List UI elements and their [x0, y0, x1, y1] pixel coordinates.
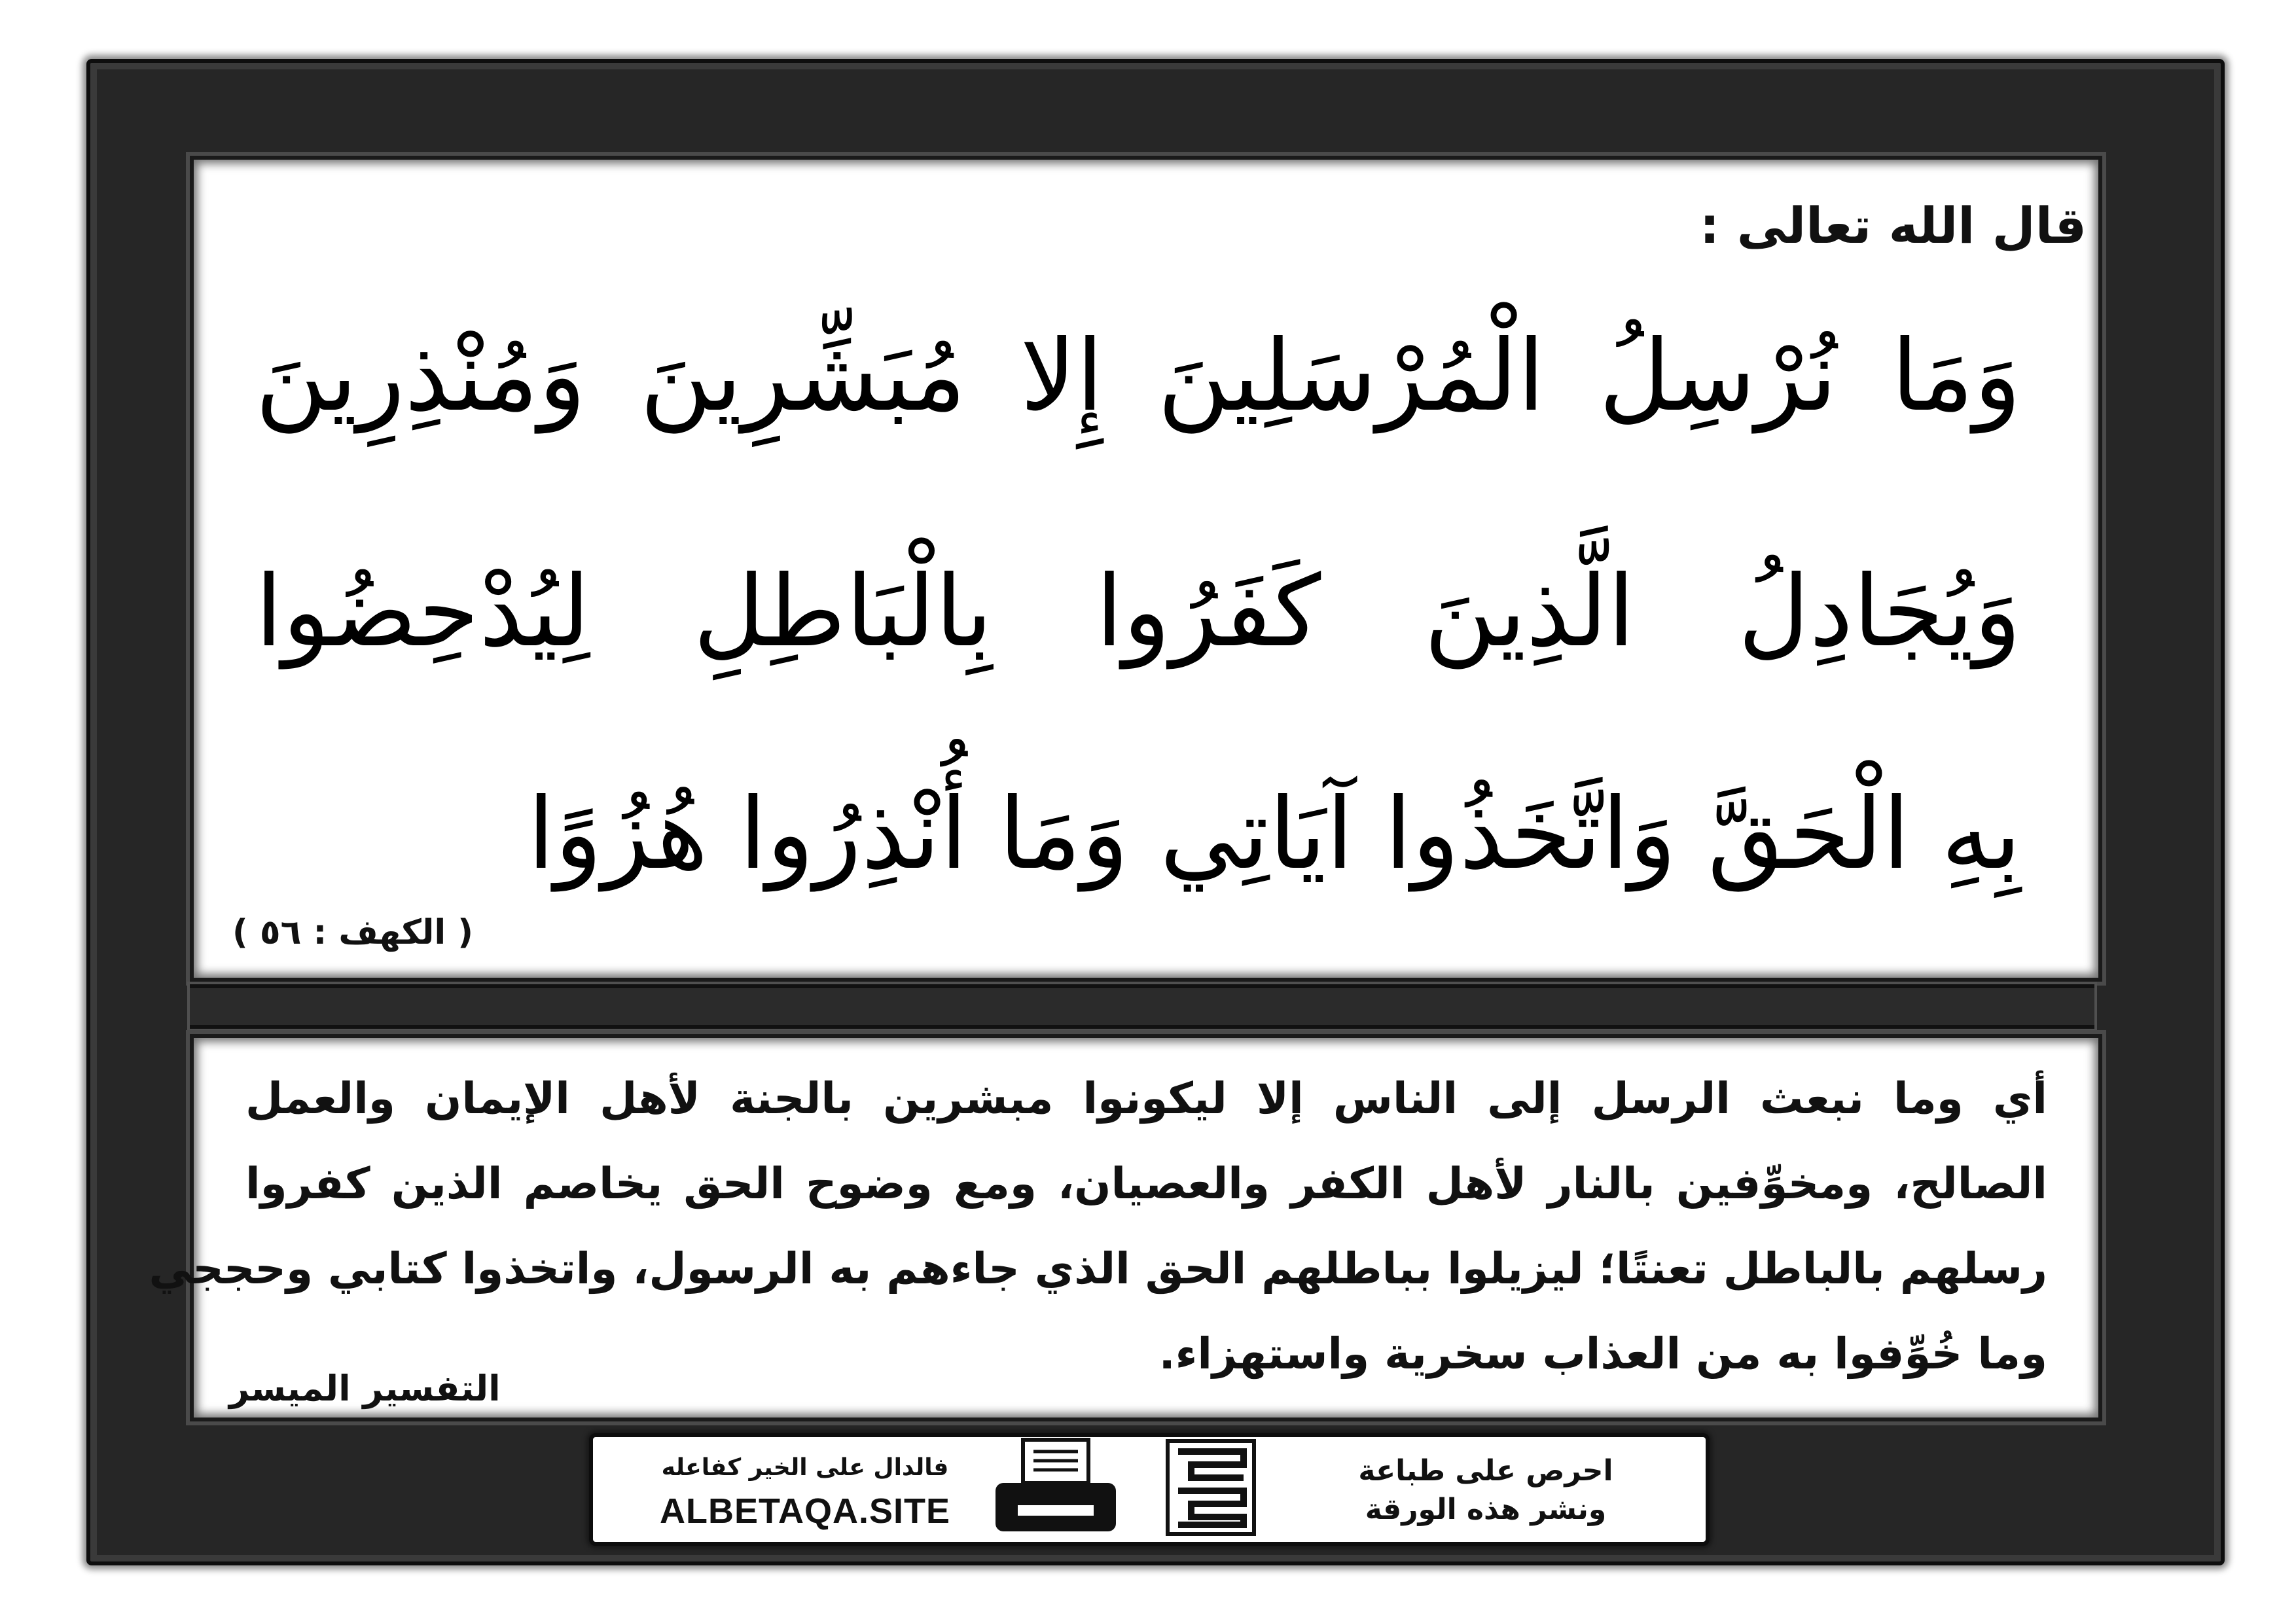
verse-heading: قال الله تعالى : — [1699, 196, 2087, 255]
verse-line-1: وَمَا نُرْسِلُ الْمُرْسَلِينَ إِلا مُبَشِّرِينَ وَمُنْذِرِينَ — [255, 319, 2021, 433]
verse-line-3: بِهِ الْحَقَّ وَاتَّخَذُوا آيَاتِي وَمَا أُنْذِرُوا هُزُوًا — [527, 777, 2021, 891]
footer-notice-line-2: ونشر هذه الورقة — [1365, 1493, 1607, 1527]
printer-icon — [992, 1437, 1120, 1535]
tafsir-line-4: وما خُوِّفوا به من العذاب سخرية واستهزاء. — [1158, 1329, 2047, 1379]
footer-notice — [1316, 1452, 1656, 1529]
tafsir-line-2: الصالح، ومخوِّفين بالنار لأهل الكفر والعصيان، ومع وضوح الحق يخاصم الذين كفروا — [245, 1158, 2047, 1209]
panel-divider — [190, 984, 2094, 1029]
verse-line-2: وَيُجَادِلُ الَّذِينَ كَفَرُوا بِالْبَاطِلِ لِيُدْحِضُوا — [255, 555, 2021, 669]
logo-mark — [1165, 1438, 1257, 1537]
footer-site-link[interactable]: ALBETAQA.SITE — [660, 1491, 950, 1531]
tafsir-line-1: أي وما نبعث الرسل إلى الناس إلا ليكونوا مبشرين بالجنة لأهل الإيمان والعمل — [245, 1073, 2047, 1124]
footer-notice-line-1: احرص على طباعة — [1358, 1454, 1613, 1488]
footer-tagline: فالدال على الخير كفاعله — [661, 1454, 949, 1481]
tafsir-source: التفسير الميسر — [229, 1368, 501, 1409]
verse-reference: ( الكهف : ٥٦ ) — [232, 913, 474, 952]
tafsir-line-3: رسلهم بالباطل تعنتًا؛ ليزيلوا بباطلهم الحق الذي جاءهم به الرسول، واتخذوا كتابي وحججي — [149, 1243, 2047, 1294]
